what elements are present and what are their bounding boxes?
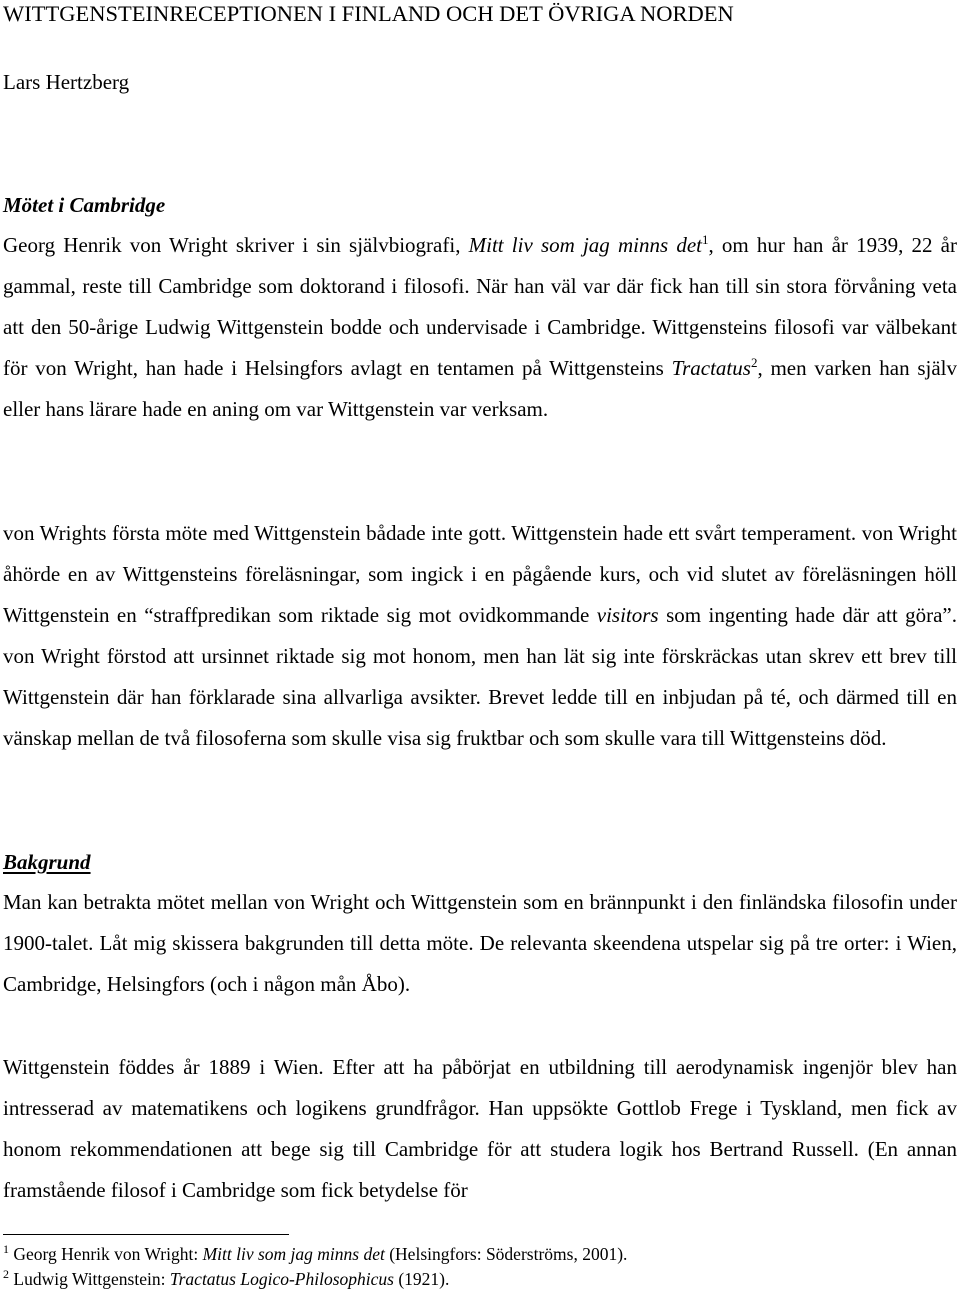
text-run: , men varken han själv eller hans lärare hade en aning om var Wittgenstein var verksam. (3, 356, 957, 421)
section-heading-bakgrund: Bakgrund (3, 850, 91, 874)
footnote-ref-1[interactable]: 1 (701, 232, 709, 247)
author-name: Lars Hertzberg (3, 70, 130, 94)
text-run: som ingenting hade där att göra”. von Wright förstod att ursinnet riktade sig mot honom, men han lät sig inte förskräckas utan skrev ett brev till Wittgenstein där han förklarade sina allvarliga avsikter. Brevet ledde till en inbjudan på té, och därmed till en vänskap mellan de två filosoferna som skulle visa sig fruktbar och som skulle vara till Wittgensteins död. (3, 603, 957, 750)
paragraph-2 (3, 513, 957, 759)
italic-word: visitors (596, 603, 659, 627)
section-heading-motet: Mötet i Cambridge (3, 193, 166, 217)
paragraph-1 (3, 225, 957, 430)
footnote-ref-2[interactable]: 2 (750, 355, 758, 370)
footnote-number: 2 (3, 1267, 9, 1281)
footnote-italic-title: Tractatus Logico-Philosophicus (169, 1269, 394, 1289)
document-title: WITTGENSTEINRECEPTIONEN I FINLAND OCH DET ÖVRIGA NORDEN (3, 1, 734, 26)
text-run: von Wrights första möte med Wittgenstein bådade inte gott. Wittgenstein hade ett svårt temperament. von Wright åhörde en av Wittgensteins föreläsningar, som ingick i en pågående kurs, och vid slutet av föreläsningen höll Wittgenstein en “straffpredikan som riktade sig mot ovidkommande (3, 521, 957, 627)
footnote-text: Ludwig Wittgenstein: (9, 1269, 170, 1289)
footnote-text: Georg Henrik von Wright: (9, 1244, 203, 1264)
paragraph-4: Wittgenstein föddes år 1889 i Wien. Efter att ha påbörjat en utbildning till aerodynamisk ingenjör blev han intresserad av matematikens och logikens grundfrågor. Han uppsökte Gottlob Frege i Tyskland, men fick av honom rekommendationen att bege sig till Cambridge för att studera logik hos Bertrand Russell. (En annan framstående filosof i Cambridge som fick betydelse för (3, 1055, 957, 1202)
footnote-1 (3, 1243, 957, 1265)
book-title-italic: Mitt liv som jag minns det (468, 233, 702, 257)
footnote-text: (Helsingfors: Söderströms, 2001). (384, 1244, 628, 1264)
footnote-text: (1921). (393, 1269, 450, 1289)
footnote-2 (3, 1268, 957, 1290)
text-run: , om hur han år 1939, 22 år gammal, reste till Cambridge som doktorand i filosofi. När han väl var där fick han till sin stora förvåning veta att den 50-årige Ludwig Wittgenstein bodde och undervisade i Cambridge. Wittgensteins filosofi var välbekant för von Wright, han hade i Helsingfors avlagt en tentamen på Wittgensteins (3, 233, 957, 380)
text-run: Georg Henrik von Wright skriver i sin självbiografi, (3, 233, 469, 257)
footnote-italic-title: Mitt liv som jag minns det (202, 1244, 385, 1264)
footnote-divider (3, 1234, 289, 1235)
book-title-italic: Tractatus (671, 356, 751, 380)
footnote-number: 1 (3, 1242, 9, 1256)
paragraph-3: Man kan betrakta mötet mellan von Wright och Wittgenstein som en brännpunkt i den finländska filosofin under 1900-talet. Låt mig skissera bakgrunden till detta möte. De relevanta skeendena utspelar sig på tre orter: i Wien, Cambridge, Helsingfors (och i någon mån Åbo). (3, 890, 957, 996)
